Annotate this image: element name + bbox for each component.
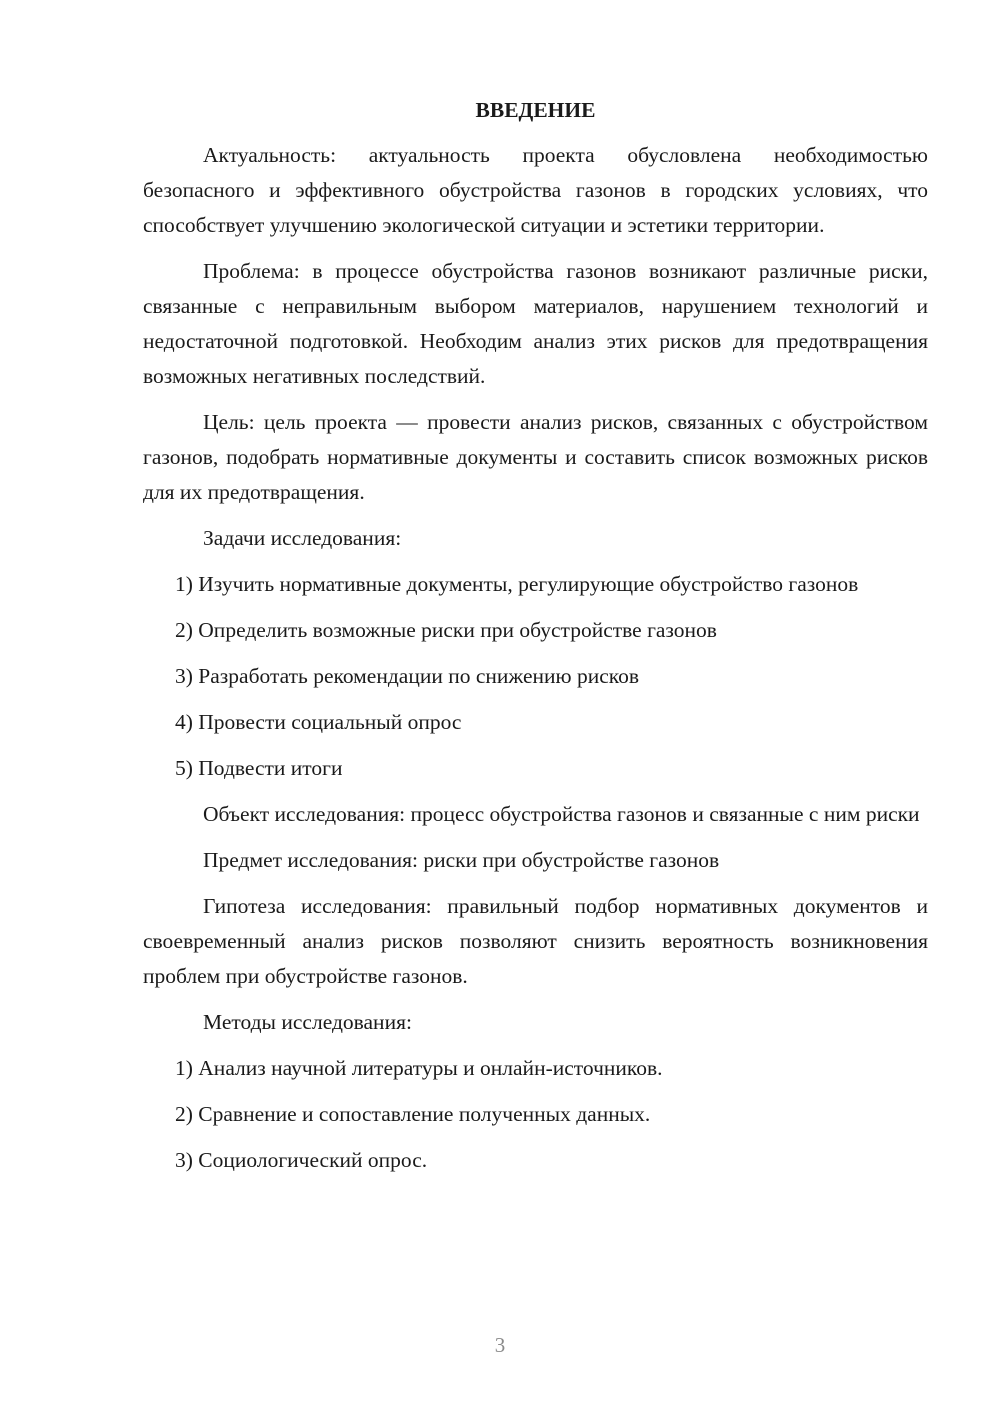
methods-heading: Методы исследования:: [203, 1010, 412, 1034]
hypothesis-paragraph: Гипотеза исследования: правильный подбор нормативных документов и своевременный анализ рисков позволяют снизить вероятность возникновения проблем при обустройстве газонов.: [143, 894, 928, 988]
task-item-1: 1) Изучить нормативные документы, регулирующие обустройство газонов: [175, 572, 859, 596]
task-item-3: 3) Разработать рекомендации по снижению рисков: [175, 664, 640, 688]
relevance-paragraph: Актуальность: актуальность проекта обусловлена необходимостью безопасного и эффективного обустройства газонов в городских условиях, что способствует улучшению экологической ситуации и эстетики территории.: [143, 143, 928, 237]
method-item-1: 1) Анализ научной литературы и онлайн-источников.: [175, 1056, 663, 1080]
page-number: 3: [494, 1333, 506, 1357]
tasks-heading: Задачи исследования:: [203, 526, 402, 550]
task-item-2: 2) Определить возможные риски при обустройстве газонов: [175, 618, 717, 642]
problem-paragraph: Проблема: в процессе обустройства газонов возникают различные риски, связанные с неправильным выбором материалов, нарушением технологий и недостаточной подготовкой. Необходим анализ этих рисков для предотвращения возможных негативных последствий.: [143, 259, 928, 388]
method-item-2: 2) Сравнение и сопоставление полученных данных.: [175, 1102, 651, 1126]
page-title: ВВЕДЕНИЕ: [475, 98, 596, 122]
goal-paragraph: Цель: цель проекта — провести анализ рисков, связанных с обустройством газонов, подобрать нормативные документы и составить список возможных рисков для их предотвращения.: [143, 410, 928, 504]
method-item-3: 3) Социологический опрос.: [175, 1148, 428, 1172]
object-paragraph: Объект исследования: процесс обустройства газонов и связанные с ним риски: [203, 802, 920, 826]
subject-paragraph: Предмет исследования: риски при обустройстве газонов: [203, 848, 720, 872]
task-item-4: 4) Провести социальный опрос: [175, 710, 462, 734]
task-item-5: 5) Подвести итоги: [175, 756, 343, 780]
document-page: [143, 93, 928, 1189]
